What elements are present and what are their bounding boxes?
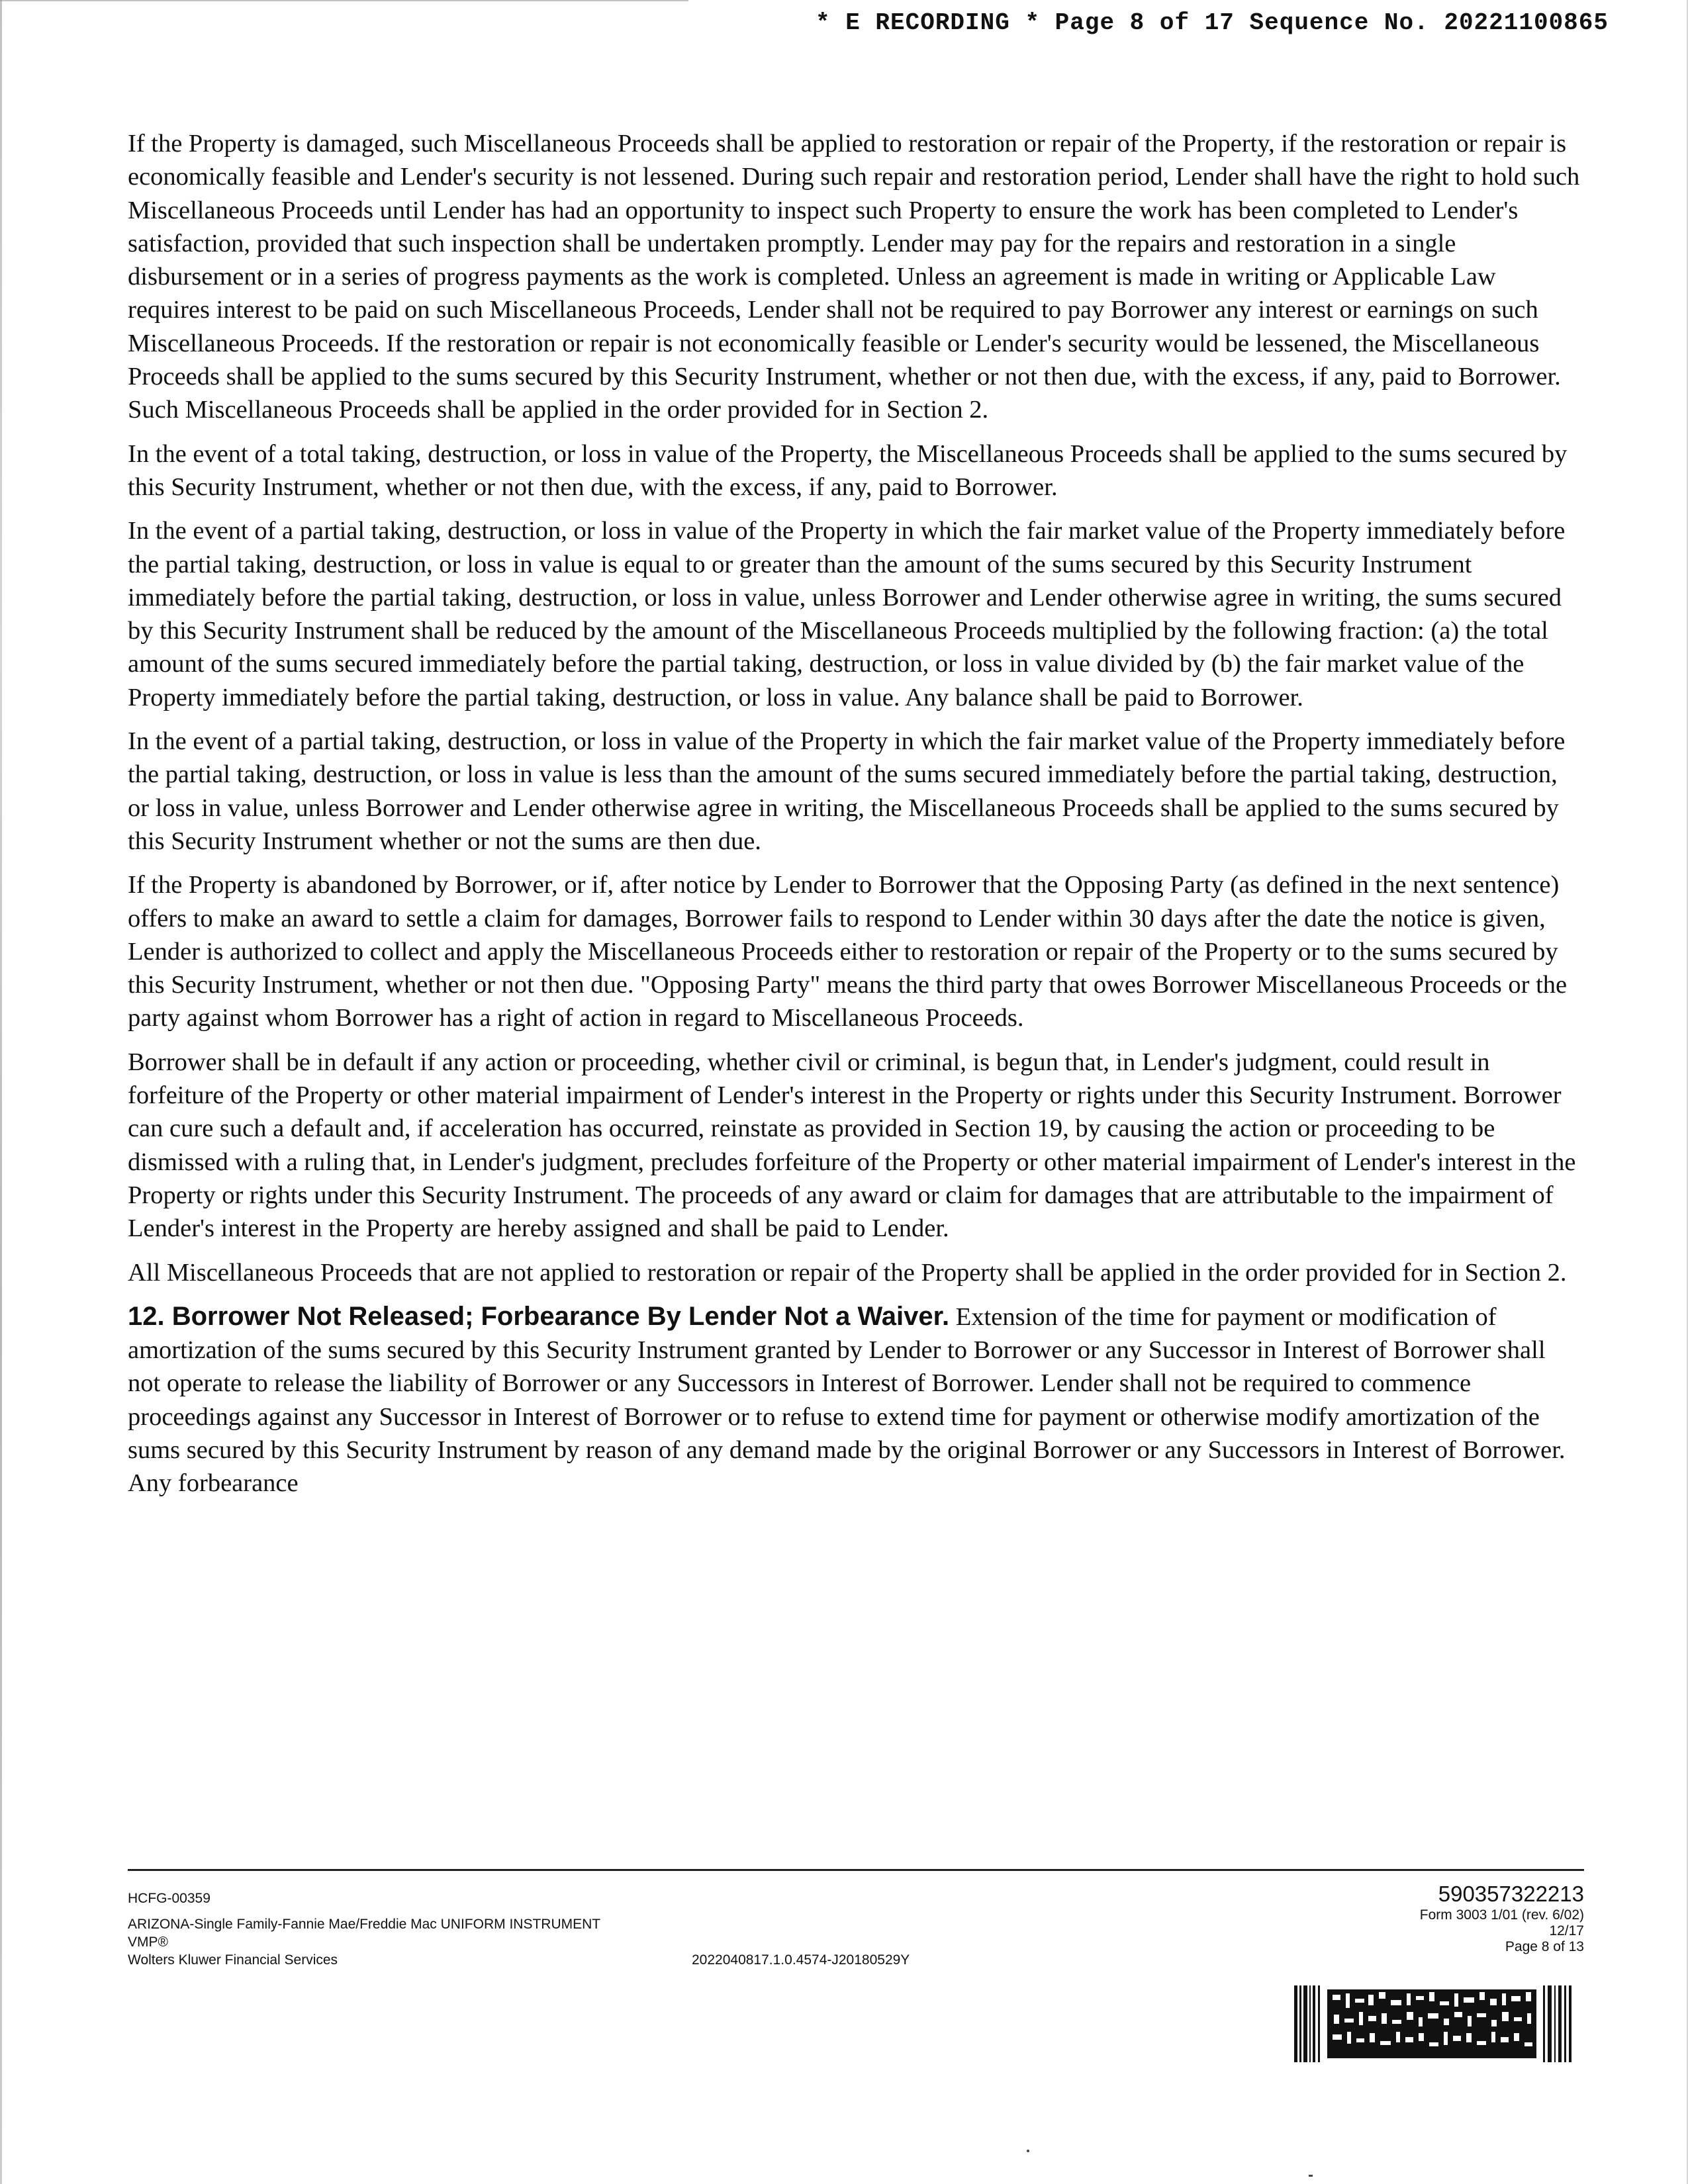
publisher: Wolters Kluwer Financial Services [128, 1952, 338, 1968]
loan-number: 590357322213 [1438, 1882, 1584, 1906]
footer-left [128, 1889, 600, 1969]
recording-banner: * E RECORDING * Page 8 of 17 Sequence No. 20221100865 [816, 9, 1609, 36]
page-label: Page 8 of 13 [1505, 1939, 1584, 1954]
paragraph-remaining-proceeds: All Miscellaneous Proceeds that are not applied to restoration or repair of the Property shall be applied in the order provided for in Section 2. [128, 1258, 1567, 1287]
document-id: 2022040817.1.0.4574-J20180529Y [692, 1952, 910, 1968]
vmp-label: VMP® [128, 1934, 168, 1950]
section-12-text: Extension of the time for payment or modification of amortization of the sums secured by this Security Instrument granted by Lender to Borrower or any Successor in Interest of Borrower shall not operate to release the liability of Borrower or any Successors in Interest of Borrower. Lender shall not be required to commence proceedings against any Successor in Interest of Borrower or to refuse to extend time for payment or otherwise modify amortization of the sums secured by this Security Instrument by reason of any demand made by the original Borrower or any Successors in Interest of Borrower. Any forbearance [128, 1302, 1566, 1498]
footer-divider [128, 1869, 1584, 1871]
document-body [128, 127, 1584, 1511]
barcode [1294, 1985, 1575, 2062]
scan-artifact [1027, 2150, 1029, 2152]
paragraph-total-taking: In the event of a total taking, destruction, or loss in value of the Property, the Miscellaneous Proceeds shall be applied to the sums secured by this Security Instrument, whether or not then due, with the excess, if any, paid to Borrower. [128, 439, 1568, 501]
form-number: Form 3003 1/01 (rev. 6/02) [1419, 1907, 1584, 1923]
scan-top-rule [0, 0, 688, 1]
scan-artifact [1309, 2175, 1313, 2177]
paragraph-restoration: If the Property is damaged, such Miscellaneous Proceeds shall be applied to restoration or repair of the Property, if the restoration or repair is economically feasible and Lender's security is not lessened. During such repair and restoration period, Lender shall have the right to hold such Miscellaneous Proceeds until Lender has had an opportunity to inspect such Property to ensure the work has been completed to Lender's satisfaction, provided that such inspection shall be undertaken promptly. Lender may pay for the repairs and restoration in a single disbursement or in a series of progress payments as the work is completed. Unless an agreement is made in writing or Applicable Law requires interest to be paid on such Miscellaneous Proceeds, Lender shall not be required to pay Borrower any interest or earnings on such Miscellaneous Proceeds. If the restoration or repair is not economically feasible or Lender's security would be lessened, the Miscellaneous Proceeds shall be applied to the sums secured by this Security Instrument, whether or not then due, with the excess, if any, paid to Borrower. Such Miscellaneous Proceeds shall be applied in the order provided for in Section 2. [128, 130, 1580, 424]
section-12 [128, 1300, 1584, 1500]
paragraph-partial-taking-greater: In the event of a partial taking, destruction, or loss in value of the Property in which the fair market value of the Property immediately before the partial taking, destruction, or loss in value is equal to or greater than the amount of the sums secured by this Security Instrument immediately before the partial taking, destruction, or loss in value, unless Borrower and Lender otherwise agree in writing, the sums secured by this Security Instrument shall be reduced by the amount of the Miscellaneous Proceeds multiplied by the following fraction: (a) the total amount of the sums secured immediately before the partial taking, destruction, or loss in value divided by (b) the fair market value of the Property immediately before the partial taking, destruction, or loss in value. Any balance shall be paid to Borrower. [128, 517, 1566, 711]
form-code: HCFG-00359 [128, 1891, 211, 1906]
paragraph-partial-taking-less: In the event of a partial taking, destruction, or loss in value of the Property in which the fair market value of the Property immediately before the partial taking, destruction, or loss in value is less than the amount of the sums secured immediately before the partial taking, destruction, or loss in value, unless Borrower and Lender otherwise agree in writing, the Miscellaneous Proceeds shall be applied to the sums secured by this Security Instrument whether or not the sums are then due. [128, 727, 1566, 855]
footer-right [1420, 1881, 1584, 1955]
instrument-title: ARIZONA-Single Family-Fannie Mae/Freddie Mac UNIFORM INSTRUMENT [128, 1917, 601, 1932]
form-date: 12/17 [1549, 1923, 1584, 1938]
scan-edge-left [0, 0, 2, 2184]
section-12-heading: 12. Borrower Not Released; Forbearance By Lender Not a Waiver. [128, 1301, 950, 1331]
paragraph-borrower-default: Borrower shall be in default if any action or proceeding, whether civil or criminal, is begun that, in Lender's judgment, could result in forfeiture of the Property or other material impairment of Lender's interest in the Property or rights under this Security Instrument. Borrower can cure such a default and, if acceleration has occurred, reinstate as provided in Section 19, by causing the action or proceeding to be dismissed with a ruling that, in Lender's judgment, precludes forfeiture of the Property or other material impairment of Lender's interest in the Property or rights under this Security Instrument. The proceeds of any award or claim for damages that are attributable to the impairment of Lender's interest in the Property are hereby assigned and shall be paid to Lender. [128, 1048, 1576, 1243]
paragraph-abandoned-property: If the Property is abandoned by Borrower, or if, after notice by Lender to Borrower that the Opposing Party (as defined in the next sentence) offers to make an award to settle a claim for damages, Borrower fails to respond to Lender within 30 days after the date the notice is given, Lender is authorized to collect and apply the Miscellaneous Proceeds either to restoration or repair of the Property or to the sums secured by this Security Instrument, whether or not then due. "Opposing Party" means the third party that owes Borrower Miscellaneous Proceeds or the party against whom Borrower has a right of action in regard to Miscellaneous Proceeds. [128, 871, 1568, 1032]
